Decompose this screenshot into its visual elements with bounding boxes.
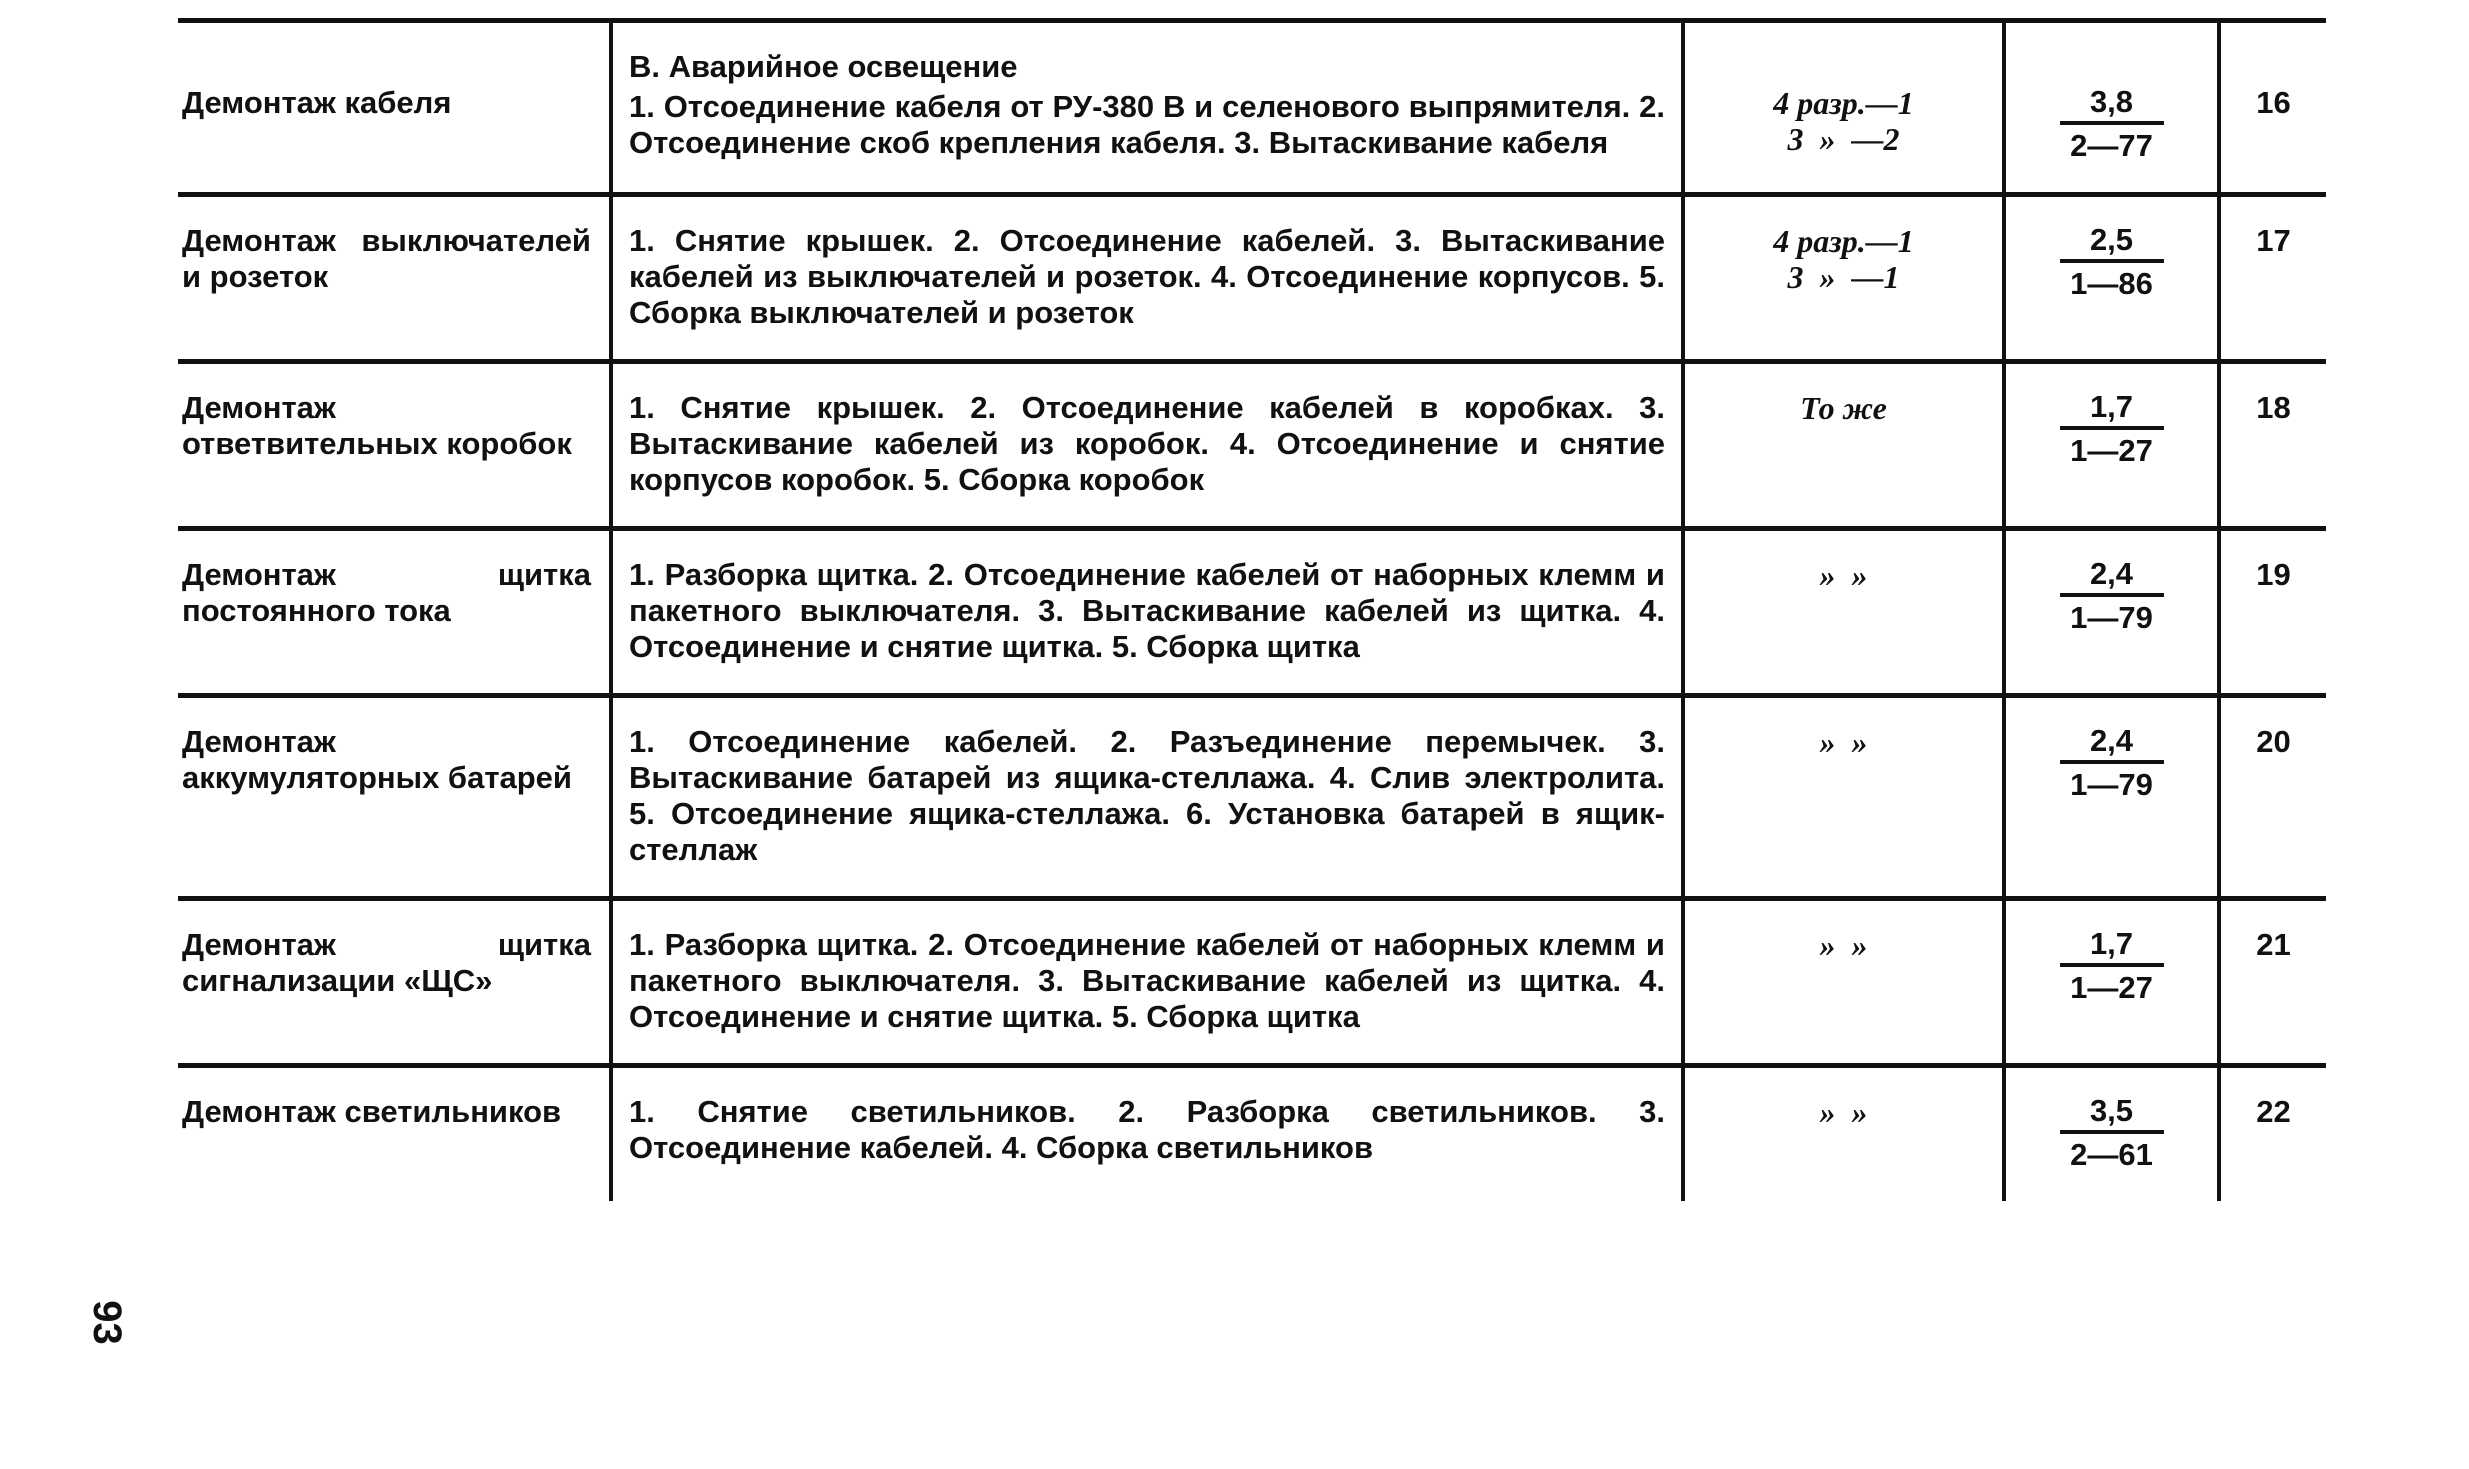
norm-price: 1—27: [2070, 433, 2153, 468]
category-cell: [1683, 195, 2004, 362]
category-line: » »: [1819, 557, 1868, 593]
section-spacer: [1686, 49, 2001, 85]
category-cell: [1683, 21, 2004, 195]
row-number: 22: [2256, 1094, 2291, 1129]
operation-cell: [178, 195, 611, 362]
operation-name: Демонтаж ответвительных коробок: [182, 390, 572, 461]
row-number: 17: [2256, 223, 2291, 258]
norm-time: 2,5: [2060, 223, 2164, 263]
category-cell: [1683, 899, 2004, 1066]
norm-time: 2,4: [2060, 724, 2164, 764]
norm-price: 2—61: [2070, 1137, 2153, 1172]
table-row: [178, 1066, 2326, 1202]
number-cell: [2219, 21, 2326, 195]
category-line: 4 разр.—1: [1773, 223, 1914, 259]
norm-cell: [2004, 899, 2219, 1066]
category-cell: [1683, 362, 2004, 529]
operation-name: Демонтаж выключателей и розеток: [182, 223, 591, 294]
operation-description: 1. Разборка щитка. 2. Отсоединение кабелей от наборных клемм и пакетного выключателя. 3. Вытаскивание кабелей из щитка. 4. Отсоединение и снятие щитка. 5. Сборка щитка: [629, 927, 1665, 1034]
page-number: 93: [84, 1300, 129, 1345]
number-cell: [2219, 195, 2326, 362]
norm-fraction: [2060, 557, 2164, 635]
norm-cell: [2004, 362, 2219, 529]
operation-description: 1. Отсоединение кабеля от РУ-380 В и селенового выпрямителя. 2. Отсоединение скоб крепления кабеля. 3. Вытаскивание кабеля: [629, 89, 1665, 160]
number-cell: [2219, 1066, 2326, 1202]
norm-fraction: [2060, 927, 2164, 1005]
norm-fraction: [2060, 724, 2164, 802]
number-cell: [2219, 529, 2326, 696]
norm-time: 1,7: [2060, 927, 2164, 967]
table-row: [178, 195, 2326, 362]
category-line: » »: [1819, 927, 1868, 963]
norm-price: 1—86: [2070, 266, 2153, 301]
description-cell: [611, 362, 1683, 529]
category-line: То же: [1800, 390, 1887, 426]
norm-price: 1—27: [2070, 970, 2153, 1005]
norms-table: [178, 18, 2326, 1201]
operation-description: 1. Снятие светильников. 2. Разборка светильников. 3. Отсоединение кабелей. 4. Сборка светильников: [629, 1094, 1665, 1165]
norm-fraction: [2060, 223, 2164, 301]
operation-cell: [178, 899, 611, 1066]
row-number: 21: [2256, 927, 2291, 962]
norm-fraction: [2060, 1094, 2164, 1172]
table-row: [178, 21, 2326, 195]
operation-name: Демонтаж щитка постоянного тока: [182, 557, 591, 628]
table-row: [178, 899, 2326, 1066]
operation-description: 1. Разборка щитка. 2. Отсоединение кабелей от наборных клемм и пакетного выключателя. 3. Вытаскивание кабелей из щитка. 4. Отсоединение и снятие щитка. 5. Сборка щитка: [629, 557, 1665, 664]
row-number: 16: [2256, 85, 2291, 120]
norm-price: 1—79: [2070, 600, 2153, 635]
table-row: [178, 362, 2326, 529]
operation-name: Демонтаж кабеля: [182, 85, 452, 120]
category-line: 3 » —1: [1787, 259, 1900, 295]
description-cell: [611, 696, 1683, 899]
number-cell: [2219, 899, 2326, 1066]
norm-fraction: [2060, 85, 2164, 163]
section-title: В. Аварийное освещение: [629, 49, 1018, 84]
operation-name: Демонтаж светильников: [182, 1094, 562, 1129]
category-cell: [1683, 696, 2004, 899]
operation-name: Демонтаж щитка сигнализации «ЩС»: [182, 927, 591, 998]
category-line: 3 » —2: [1787, 121, 1900, 157]
description-cell: [611, 21, 1683, 195]
norm-time: 2,4: [2060, 557, 2164, 597]
norm-cell: [2004, 529, 2219, 696]
row-number: 20: [2256, 724, 2291, 759]
norm-time: 3,5: [2060, 1094, 2164, 1134]
operation-cell: [178, 529, 611, 696]
section-spacer: [182, 49, 591, 85]
norm-fraction: [2060, 390, 2164, 468]
table-row: [178, 529, 2326, 696]
operation-description: 1. Снятие крышек. 2. Отсоединение кабелей. 3. Вытаскивание кабелей из выключателей и розеток. 4. Отсоединение корпусов. 5. Сборка выключателей и розеток: [629, 223, 1665, 330]
operation-cell: [178, 362, 611, 529]
description-cell: [611, 1066, 1683, 1202]
operation-cell: [178, 696, 611, 899]
category-line: » »: [1819, 724, 1868, 760]
table-row: [178, 696, 2326, 899]
number-cell: [2219, 696, 2326, 899]
norm-time: 3,8: [2060, 85, 2164, 125]
operation-cell: [178, 1066, 611, 1202]
norm-cell: [2004, 1066, 2219, 1202]
norm-price: 1—79: [2070, 767, 2153, 802]
operation-name: Демонтаж аккумуляторных батарей: [182, 724, 572, 795]
operation-description: 1. Снятие крышек. 2. Отсоединение кабелей в коробках. 3. Вытаскивание кабелей из коробок. 4. Отсоединение и снятие корпусов коробок. 5. Сборка коробок: [629, 390, 1665, 497]
description-cell: [611, 195, 1683, 362]
category-cell: [1683, 1066, 2004, 1202]
category-cell: [1683, 529, 2004, 696]
norm-cell: [2004, 696, 2219, 899]
norm-price: 2—77: [2070, 128, 2153, 163]
section-spacer: [2007, 49, 2216, 85]
category-line: » »: [1819, 1094, 1868, 1130]
row-number: 19: [2256, 557, 2291, 592]
description-cell: [611, 899, 1683, 1066]
description-cell: [611, 529, 1683, 696]
norm-cell: [2004, 21, 2219, 195]
row-number: 18: [2256, 390, 2291, 425]
norm-cell: [2004, 195, 2219, 362]
section-spacer: [2222, 49, 2325, 85]
operation-description: 1. Отсоединение кабелей. 2. Разъединение перемычек. 3. Вытаскивание батарей из ящика-стеллажа. 4. Слив электролита. 5. Отсоединение ящика-стеллажа. 6. Установка батарей в ящик-стеллаж: [629, 724, 1665, 867]
number-cell: [2219, 362, 2326, 529]
norm-time: 1,7: [2060, 390, 2164, 430]
operation-cell: [178, 21, 611, 195]
category-line: 4 разр.—1: [1773, 85, 1914, 121]
